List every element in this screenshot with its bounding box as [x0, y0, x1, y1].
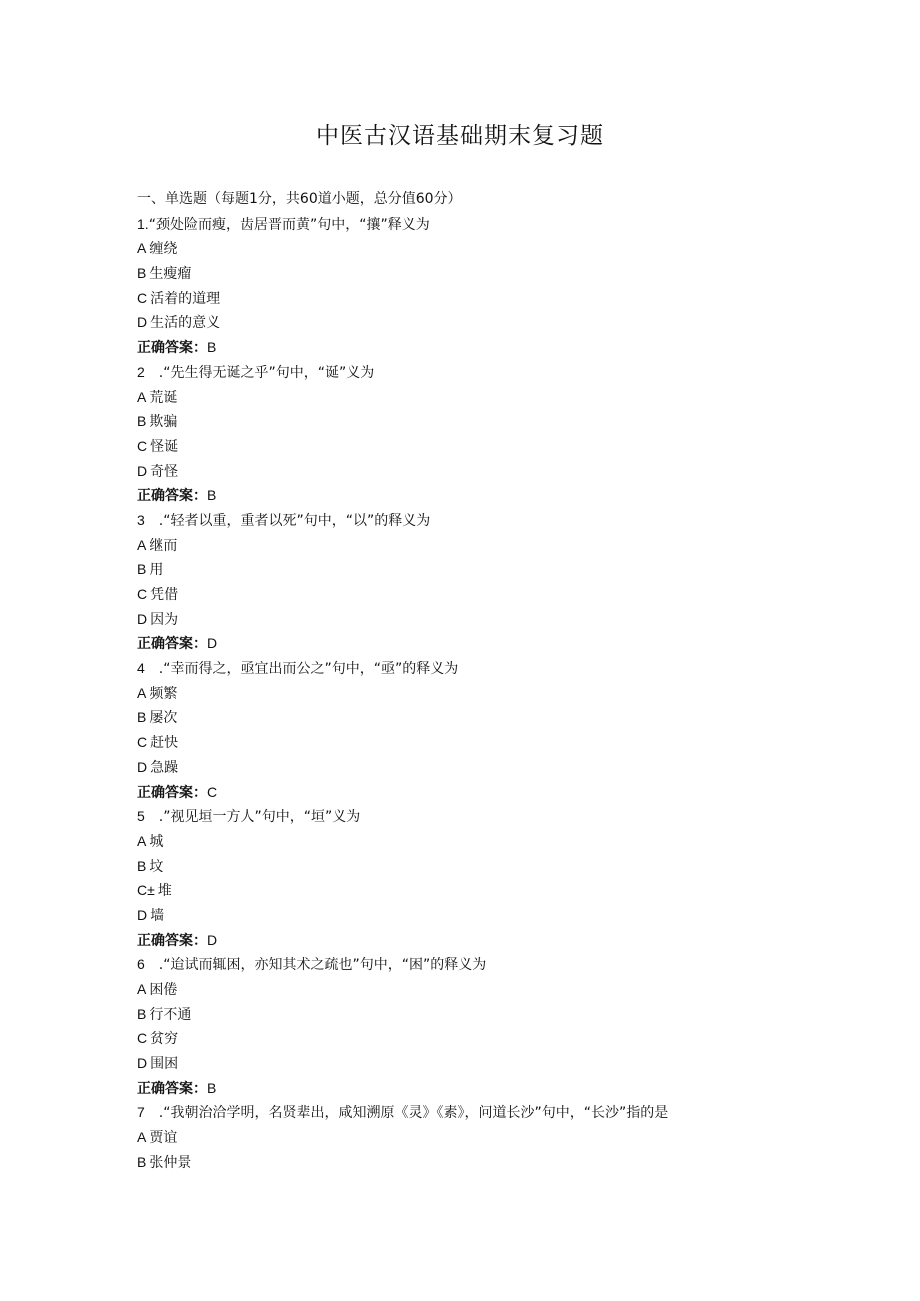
option-letter: B	[137, 561, 147, 578]
answer-label: 正确答案：	[137, 1080, 207, 1097]
option-d	[137, 1051, 837, 1076]
option-letter: A	[137, 536, 147, 553]
question-stem	[137, 656, 837, 681]
question-text: .“幸而得之，亟宜出而公之”句中，“亟”的释义为	[158, 661, 459, 678]
option-letter: B	[137, 413, 147, 430]
correct-answer	[137, 928, 837, 953]
question-number: 1.	[137, 215, 149, 232]
option-text: 行不通	[149, 1006, 192, 1023]
option-text: 生瘦瘤	[149, 266, 192, 283]
question-list	[137, 212, 837, 1175]
correct-answer	[137, 631, 837, 656]
option-letter: C	[137, 437, 148, 454]
option-letter: A	[137, 388, 147, 405]
option-d	[137, 607, 837, 632]
option-text: 围困	[150, 1056, 179, 1073]
option-b	[137, 557, 837, 582]
option-text: 屡次	[149, 710, 178, 727]
option-text: 生活的意义	[150, 315, 221, 332]
option-letter: B	[137, 709, 147, 726]
option-letter: D	[137, 906, 148, 923]
option-text: 凭借	[150, 587, 179, 603]
option-a	[137, 977, 837, 1002]
option-letter: B	[137, 1153, 147, 1170]
option-text: 因为	[150, 611, 179, 628]
option-c	[137, 1026, 837, 1051]
option-b	[137, 1150, 837, 1175]
option-letter: A	[137, 832, 147, 849]
question-stem	[137, 952, 837, 977]
answer-value: D	[207, 931, 218, 948]
answer-label: 正确答案：	[137, 636, 207, 653]
option-b	[137, 1002, 837, 1027]
question-number: 3	[137, 511, 145, 528]
option-c	[137, 730, 837, 755]
option-text: 贾谊	[149, 1130, 178, 1147]
question-stem	[137, 804, 837, 829]
option-c	[137, 878, 837, 903]
option-text: 活着的道理	[150, 290, 221, 307]
option-c	[137, 582, 837, 607]
option-text: 荒诞	[149, 389, 178, 406]
correct-answer	[137, 335, 837, 360]
option-letter: C±	[137, 882, 155, 899]
question-number: 6	[137, 956, 145, 973]
option-text: 贫穷	[150, 1031, 179, 1048]
option-letter: B	[137, 265, 147, 282]
option-letter: C	[137, 1030, 148, 1047]
option-c	[137, 286, 837, 311]
option-letter: D	[137, 462, 148, 479]
question-text: .“迨试而辄困，亦知其术之疏也”句中，“困”的释义为	[158, 957, 487, 974]
answer-value: B	[207, 339, 217, 356]
question-text: .“先生得无诞之乎”句中，“诞”义为	[158, 364, 375, 381]
question-number: 2	[137, 363, 145, 380]
exam-content	[137, 187, 837, 1175]
page-title: 中医古汉语基础期末复习题	[316, 123, 604, 149]
option-a	[137, 533, 837, 558]
question-text: .”视见垣一方人”句中，“垣”义为	[158, 809, 361, 826]
option-letter: A	[137, 684, 147, 701]
option-text: 赶快	[150, 735, 179, 752]
option-text: 奇怪	[150, 463, 179, 480]
option-letter: D	[137, 314, 148, 331]
option-b	[137, 854, 837, 879]
option-d	[137, 459, 837, 484]
option-text: 欺骗	[149, 414, 178, 431]
section-heading: 一、单选题（每题1分，共60道小题，总分值60分）	[137, 191, 462, 207]
question-number: 7	[137, 1104, 145, 1121]
question-text: .“轻者以重，重者以死”句中，“以”的释义为	[158, 512, 431, 529]
option-a	[137, 385, 837, 410]
option-text: 用	[149, 562, 164, 579]
option-b	[137, 261, 837, 286]
option-letter: D	[137, 758, 148, 775]
option-d	[137, 310, 837, 335]
question-number: 5	[137, 808, 145, 825]
option-text: 急躁	[150, 759, 179, 776]
option-letter: D	[137, 1055, 148, 1072]
option-b	[137, 705, 837, 730]
option-letter: A	[137, 1129, 147, 1146]
answer-value: B	[207, 1079, 217, 1096]
question-stem	[137, 1100, 837, 1125]
question-stem	[137, 212, 837, 237]
option-text: 继而	[149, 537, 178, 554]
option-letter: C	[137, 586, 148, 602]
answer-label: 正确答案：	[137, 784, 207, 801]
question-text: .“我朝治洽学明，名贤辈出，咸知溯原《灵》《素》，问道长沙”句中，“长沙”指的是	[158, 1105, 669, 1122]
option-letter: B	[137, 857, 147, 874]
option-a	[137, 829, 837, 854]
option-text: 怪诞	[150, 438, 179, 455]
question-stem	[137, 360, 837, 385]
question-text: “颈处险而瘦，齿居晋而黄”句中，“攘”释义为	[148, 216, 430, 233]
answer-value: B	[207, 487, 217, 504]
option-d	[137, 755, 837, 780]
option-letter: B	[137, 1005, 147, 1022]
option-text: 墙	[150, 907, 165, 924]
option-d	[137, 903, 837, 928]
question-stem	[137, 508, 837, 533]
correct-answer	[137, 780, 837, 805]
option-a	[137, 681, 837, 706]
option-c	[137, 434, 837, 459]
option-letter: A	[137, 981, 147, 997]
option-text: 张仲景	[149, 1154, 192, 1171]
option-b	[137, 409, 837, 434]
option-a	[137, 236, 837, 261]
option-letter: C	[137, 734, 148, 751]
option-letter: A	[137, 240, 147, 257]
answer-label: 正确答案：	[137, 340, 207, 357]
answer-label: 正确答案：	[137, 488, 207, 505]
answer-value: D	[207, 635, 218, 652]
option-text: 缠绕	[149, 241, 178, 258]
correct-answer	[137, 483, 837, 508]
correct-answer	[137, 1076, 837, 1101]
answer-label: 正确答案：	[137, 932, 207, 949]
option-text: 城	[149, 833, 164, 850]
option-text: 堆	[157, 883, 172, 900]
option-letter: C	[137, 289, 148, 306]
question-number: 4	[137, 660, 145, 677]
option-text: 频繁	[149, 685, 178, 702]
option-a	[137, 1125, 837, 1150]
answer-value: C	[207, 783, 218, 800]
option-text: 坟	[149, 858, 164, 875]
option-letter: D	[137, 610, 148, 627]
option-text: 困倦	[149, 982, 178, 998]
